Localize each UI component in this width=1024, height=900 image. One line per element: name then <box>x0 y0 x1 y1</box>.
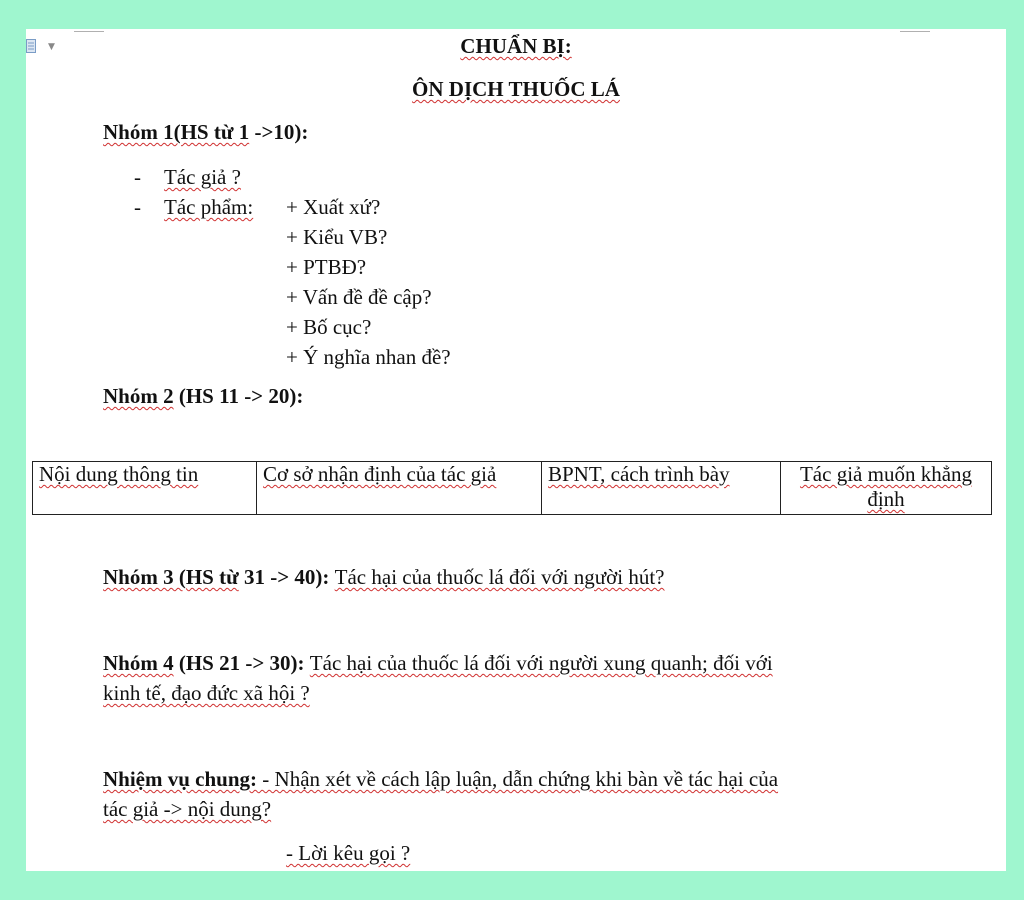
common-task-heading: Nhiệm vụ chung: - Nhận xét về cách lập luận, dẫn chứng khi bàn về tác hại của <box>103 767 779 791</box>
page-corner-mark-left <box>74 31 104 32</box>
group4-task-continued: kinh tế, đạo đức xã hội ? <box>103 681 310 705</box>
page-corner-mark-right <box>900 31 930 32</box>
list-item-work: Tác phẩm: <box>164 195 254 219</box>
document-page <box>26 29 1006 871</box>
sub-item-text-type: + Kiểu VB? <box>286 225 388 249</box>
sub-item-title-meaning: + Ý nghĩa nhan đề? <box>286 345 451 369</box>
common-task-continued: tác giả -> nội dung? <box>103 797 272 821</box>
list-item-author: Tác giả ? <box>164 165 241 189</box>
table-row <box>33 462 992 515</box>
table-header-cell: Tác giả muốn khẳng định <box>781 462 992 515</box>
heading-prepare: CHUẨN BỊ: <box>460 34 572 58</box>
list-bullet: - <box>134 195 141 219</box>
group3-heading: Nhóm 3 (HS từ 31 -> 40): Tác hại của thuốc lá đối với người hút? <box>103 565 665 589</box>
common-task-appeal: - Lời kêu gọi ? <box>286 841 411 865</box>
group4-heading: Nhóm 4 (HS 21 -> 30): Tác hại của thuốc lá đối với người xung quanh; đối với <box>103 651 773 675</box>
chevron-down-icon[interactable]: ▼ <box>48 42 55 52</box>
table-header-cell: Cơ sở nhận định của tác giả <box>257 462 542 515</box>
table-header-cell: BPNT, cách trình bày <box>542 462 781 515</box>
heading-lesson-title: ÔN DỊCH THUỐC LÁ <box>412 77 620 101</box>
sub-item-layout: + Bố cục? <box>286 315 372 339</box>
group1-heading: Nhóm 1(HS từ 1 ->10): <box>103 120 309 144</box>
sub-item-expression-mode: + PTBĐ? <box>286 255 367 279</box>
list-bullet: - <box>134 165 141 189</box>
table-header-cell: Nội dung thông tin <box>33 462 257 515</box>
group2-heading: Nhóm 2 (HS 11 -> 20): <box>103 384 304 408</box>
sub-item-issue: + Vấn đề đề cập? <box>286 285 432 309</box>
sub-item-origin: + Xuất xứ? <box>286 195 381 219</box>
info-table <box>32 461 992 515</box>
